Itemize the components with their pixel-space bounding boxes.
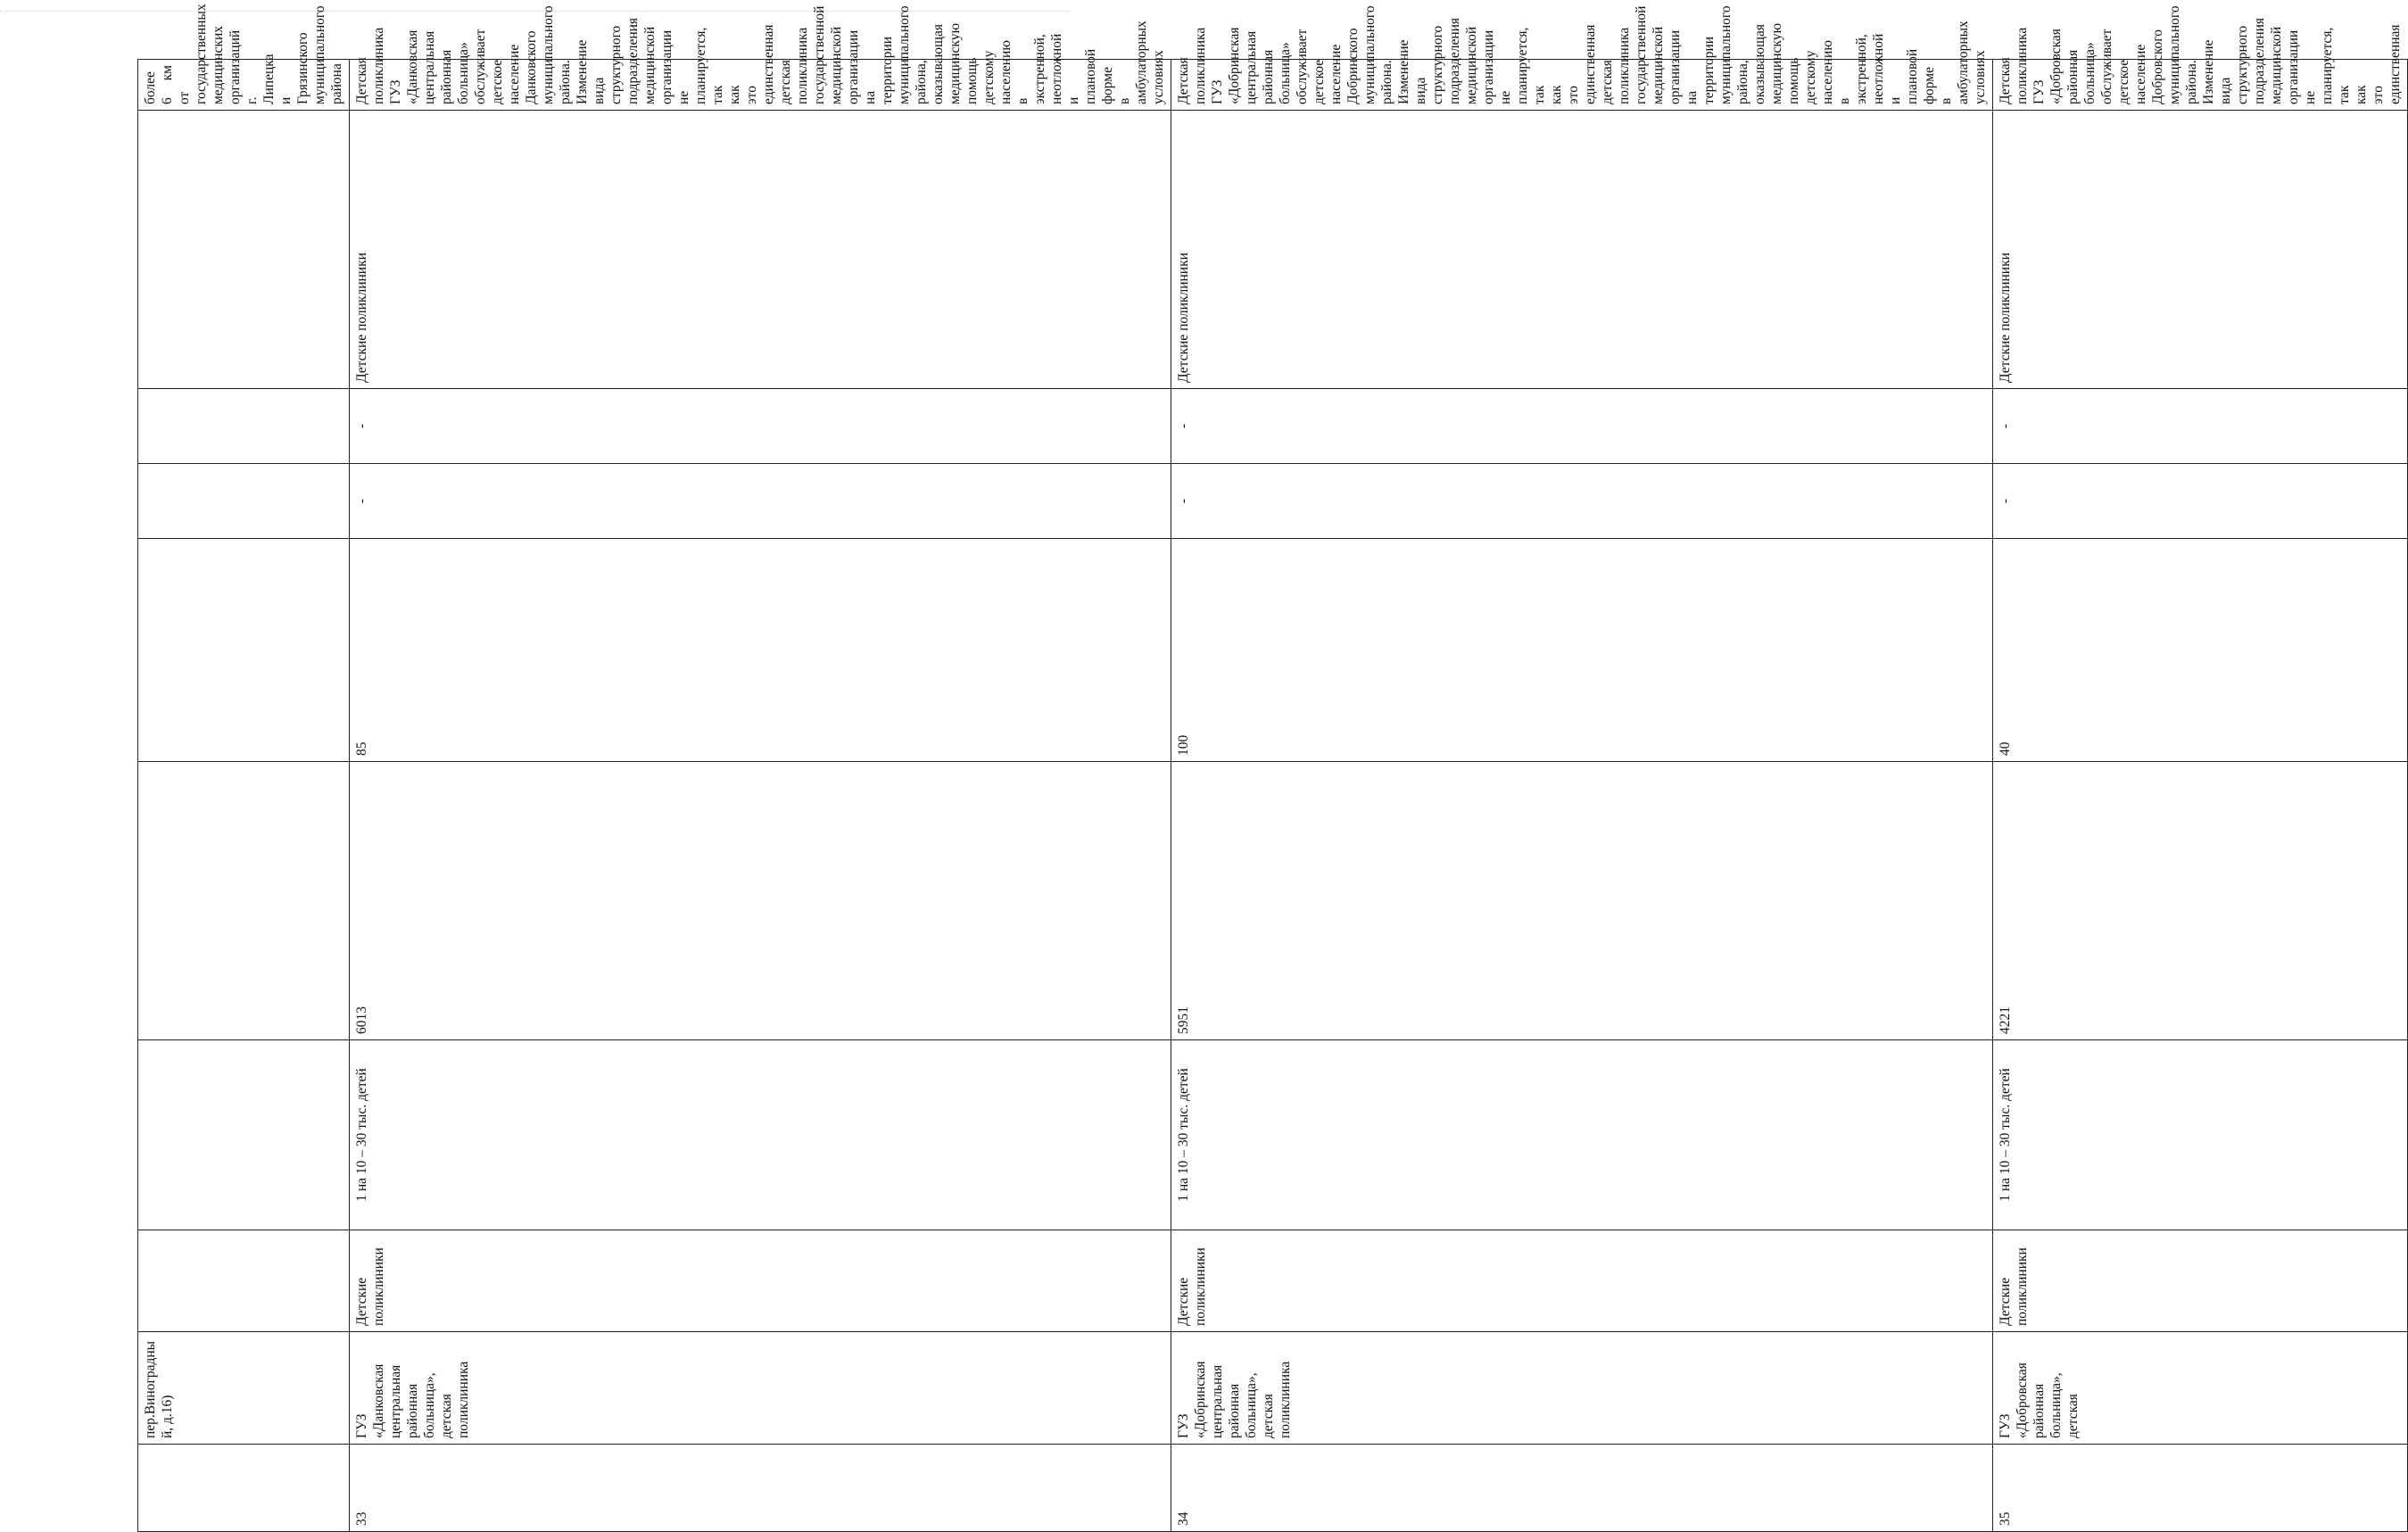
rotated-table-container <box>137 4 2403 1532</box>
cell-population: 5951 <box>1171 762 1993 1040</box>
cell-norm <box>138 1040 350 1230</box>
cell-type2: Детские поликлиники <box>350 111 1171 389</box>
table-row-continuation <box>138 60 350 1532</box>
cell-type: Детские поликлиники <box>1171 1230 1993 1332</box>
cell-num <box>138 1445 350 1532</box>
table-row <box>1171 60 1993 1532</box>
cell-col8 <box>138 389 350 464</box>
cell-col7 <box>138 464 350 539</box>
table-row <box>1993 60 2408 1532</box>
institutions-table <box>137 4 2408 1532</box>
cell-type2 <box>138 111 350 389</box>
cell-num: 33 <box>350 1445 1171 1532</box>
cell-type <box>138 1230 350 1332</box>
cell-norm: 1 на 10 – 30 тыс. детей <box>1993 1040 2408 1230</box>
cell-reason: Детская поликлиника ГУЗ «Добровская районная больница» обслуживает детское население Добровского муниципального района. Изменение вида структурного подразделения медицинской организации не планируется, так как это единственная <box>1993 60 2408 111</box>
cell-col8: - <box>1171 389 1993 464</box>
cell-reason: Детская поликлиника ГУЗ «Добринская центральная районная больница» обслуживает детское население Добринского муниципального района. Изменение вида структурного подразделения медицинской организации не планируется, так как это единственная детская поликлиника государственной медицинской организации на территории муниципального района, оказывающая медицинскую помощь детскому населению в экстренной, неотложной и плановой форме в амбулаторных условиях <box>1171 60 1993 111</box>
cell-norm: 1 на 10 – 30 тыс. детей <box>350 1040 1171 1230</box>
cell-reason: Детская поликлиника ГУЗ «Данковская центральная районная больница» обслуживает детское население Данковского муниципального района. Изменение вида структурного подразделения медицинской организации не планируется, так как это единственная детская поликлиника государственной медицинской организации на территории муниципального района, оказывающая медицинскую помощь детскому населению в экстренной, неотложной и плановой форме в амбулаторных условиях <box>350 60 1171 111</box>
cell-type: Детские поликлиники <box>1993 1230 2408 1332</box>
cell-type: Детские поликлиники <box>350 1230 1171 1332</box>
cell-capacity: 40 <box>1993 539 2408 762</box>
cell-org: ГУЗ «Добровская районная больница», детская <box>1993 1332 2408 1445</box>
cell-norm: 1 на 10 – 30 тыс. детей <box>1171 1040 1993 1230</box>
cell-org: ГУЗ «Данковская центральная районная больница», детская поликлиника <box>350 1332 1171 1445</box>
rotated-page <box>137 4 2403 1532</box>
cell-population: 4221 <box>1993 762 2408 1040</box>
cell-population: 6013 <box>350 762 1171 1040</box>
cell-capacity: 85 <box>350 539 1171 762</box>
cell-capacity <box>138 539 350 762</box>
cell-num: 35 <box>1993 1445 2408 1532</box>
cell-population <box>138 762 350 1040</box>
cell-org: ГУЗ «Добринская центральная районная больница», детская поликлиника <box>1171 1332 1993 1445</box>
cell-col8: - <box>1993 389 2408 464</box>
cell-col7: - <box>1171 464 1993 539</box>
cell-col7: - <box>1993 464 2408 539</box>
cell-type2: Детские поликлиники <box>1171 111 1993 389</box>
cell-num: 34 <box>1171 1445 1993 1532</box>
cell-org: пер.Виноградны й, д.16) <box>138 1332 350 1445</box>
cell-reason: более 6 км от государственных медицинских организаций г. Липецка и Грязинского муниципального района <box>138 60 350 111</box>
cell-capacity: 100 <box>1171 539 1993 762</box>
cell-col8: - <box>350 389 1171 464</box>
cell-type2: Детские поликлиники <box>1993 111 2408 389</box>
table-row <box>350 60 1171 1532</box>
cell-col7: - <box>350 464 1171 539</box>
